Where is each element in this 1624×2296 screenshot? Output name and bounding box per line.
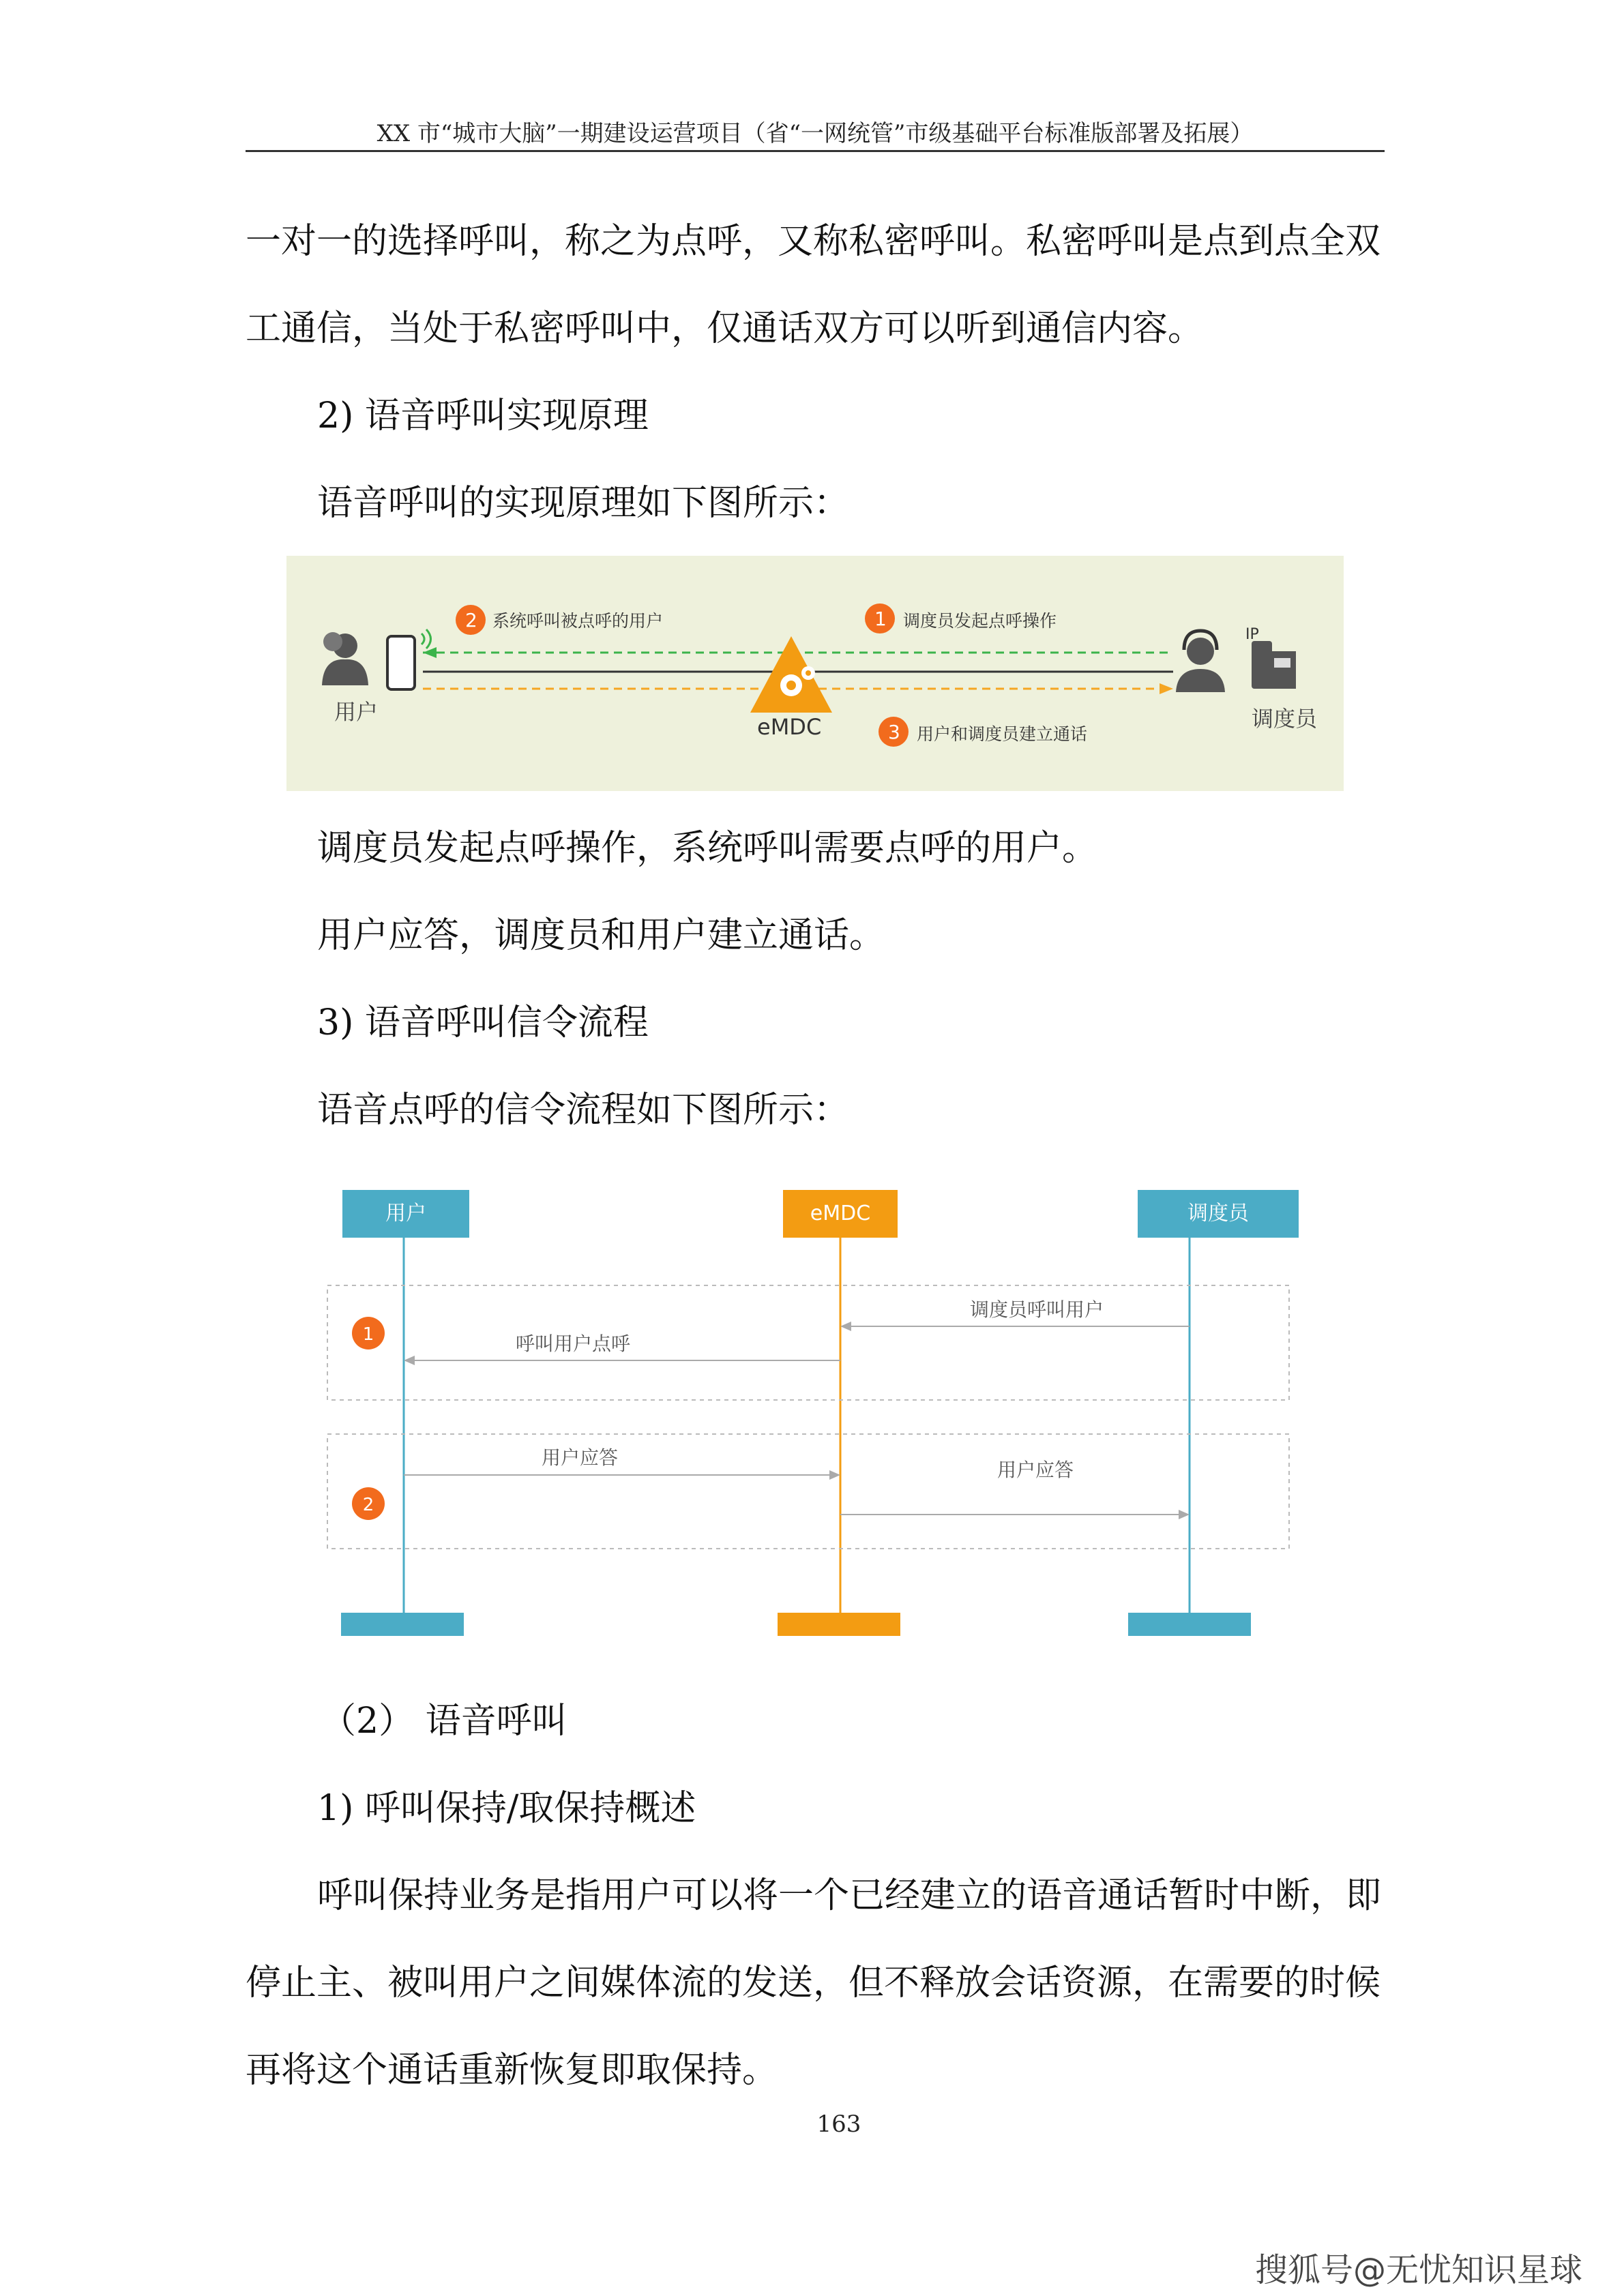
step-1-number: 1 xyxy=(362,1324,374,1345)
section-heading: 1) 呼叫保持/取保持概述 xyxy=(317,1788,696,1829)
paragraph-line: 用户应答，调度员和用户建立通话。 xyxy=(317,915,885,956)
dispatcher-call-label: 调度员呼叫用户 xyxy=(969,1298,1104,1321)
step-2-group xyxy=(327,1434,1289,1549)
signaling-flow-svg xyxy=(321,1169,1310,1647)
section-heading: 3) 语音呼叫信令流程 xyxy=(317,1002,649,1043)
paragraph-line: 调度员发起点呼操作，系统呼叫需要点呼的用户。 xyxy=(317,828,1098,869)
user-lane-footer xyxy=(341,1613,464,1636)
paragraph-line: 停止主、被叫用户之间媒体流的发送，但不释放会话资源，在需要的时候 xyxy=(246,1963,1381,2003)
section-heading: （2） 语音呼叫 xyxy=(321,1701,567,1742)
page-number: 163 xyxy=(816,2111,861,2138)
emdc-lane-footer xyxy=(778,1613,900,1636)
step-2-text: 系统呼叫被点呼的用户 xyxy=(492,611,664,631)
forward-answer-arrowhead xyxy=(1179,1510,1190,1519)
step-1-number: 1 xyxy=(874,608,887,630)
lane-dispatcher-label: 调度员 xyxy=(1187,1202,1249,1225)
lane-emdc-label: eMDC xyxy=(810,1202,871,1225)
dispatcher-headset-icon xyxy=(1176,631,1225,692)
emdc-gear-icon xyxy=(750,636,832,713)
call-user-label: 呼叫用户点呼 xyxy=(515,1332,631,1355)
step-1-text: 调度员发起点呼操作 xyxy=(903,611,1057,631)
forward-answer-label: 用户应答 xyxy=(996,1459,1074,1481)
call-user-arrowhead xyxy=(423,647,437,658)
talk-arrowhead xyxy=(1160,683,1173,694)
dispatcher-label: 调度员 xyxy=(1252,706,1318,732)
paragraph-line: 呼叫保持业务是指用户可以将一个已经建立的语音通话暂时中断，即 xyxy=(317,1875,1382,1916)
ip-label: IP xyxy=(1245,626,1259,643)
mobile-phone-icon xyxy=(387,629,431,689)
user-answer-arrowhead xyxy=(829,1470,840,1480)
emdc-label: eMDC xyxy=(757,714,822,740)
user-answer-label: 用户应答 xyxy=(541,1446,619,1469)
paragraph-line: 再将这个通话重新恢复即取保持。 xyxy=(246,2050,778,2091)
step-3-text: 用户和调度员建立通话 xyxy=(917,724,1088,744)
user-person-icon xyxy=(322,632,368,685)
step-2-number: 2 xyxy=(465,609,477,631)
paragraph-line: 语音呼叫的实现原理如下图所示： xyxy=(317,483,850,524)
step-3-number: 3 xyxy=(888,721,900,743)
lane-user-label: 用户 xyxy=(385,1202,426,1225)
dispatcher-call-arrowhead xyxy=(840,1322,851,1331)
paragraph-line: 一对一的选择呼叫，称之为点呼，又称私密呼叫。私密呼叫是点到点全双 xyxy=(246,221,1381,262)
watermark: 搜狐号@无忧知识星球 xyxy=(1255,2251,1583,2289)
principle-diagram-svg xyxy=(286,556,1344,791)
header-divider xyxy=(246,150,1385,152)
principle-diagram xyxy=(286,556,1344,791)
paragraph-line: 工通信，当处于私密呼叫中，仅通话双方可以听到通信内容。 xyxy=(246,308,1204,349)
user-label: 用户 xyxy=(334,699,379,725)
dispatcher-lane-footer xyxy=(1128,1613,1251,1636)
step-2-number: 2 xyxy=(362,1495,374,1515)
page-header: XX 市“城市大脑”一期建设运营项目（省“一网统管”市级基础平台标准版部署及拓展） xyxy=(377,120,1254,147)
step-1-group xyxy=(327,1285,1289,1400)
paragraph-line: 语音点呼的信令流程如下图所示： xyxy=(317,1090,850,1131)
signaling-flow-diagram xyxy=(321,1169,1310,1647)
call-user-arrowhead xyxy=(404,1356,415,1365)
section-heading: 2) 语音呼叫实现原理 xyxy=(317,396,649,436)
ip-phone-icon xyxy=(1245,626,1296,689)
